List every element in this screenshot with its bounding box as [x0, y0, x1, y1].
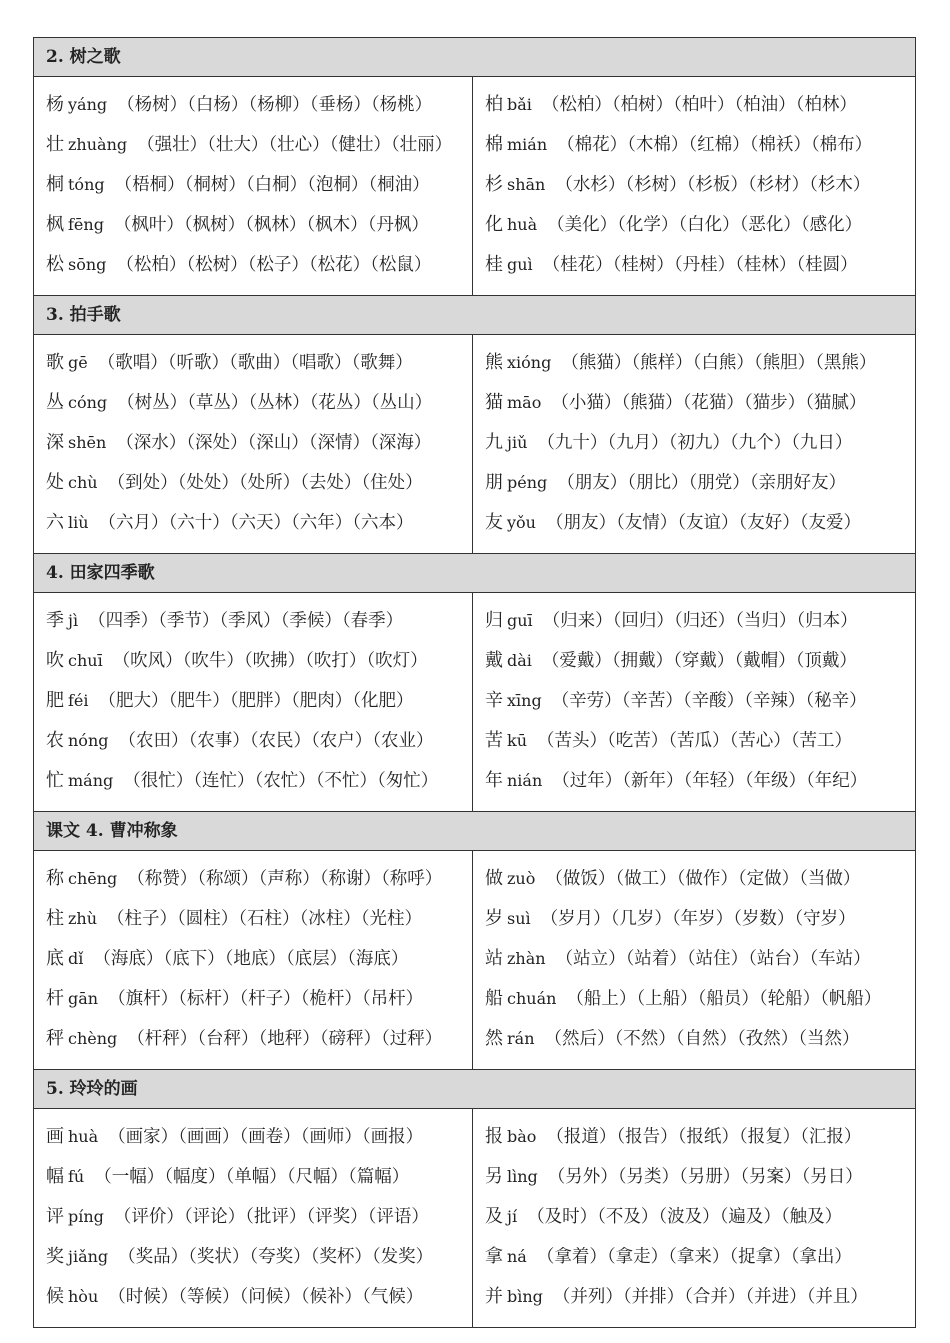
lesson-title: 4. 田家四季歌	[34, 554, 915, 593]
pinyin: liù	[68, 513, 89, 532]
vocab-row	[485, 383, 915, 423]
lesson-section	[34, 38, 915, 296]
lesson-body	[34, 335, 915, 553]
character: 杆	[46, 988, 64, 1009]
pinyin: yǒu	[507, 513, 536, 532]
character: 壮	[46, 134, 64, 155]
pinyin: chèng	[68, 1029, 118, 1048]
lesson-section	[34, 812, 915, 1070]
character: 另	[485, 1166, 503, 1187]
pinyin: zuò	[507, 869, 536, 888]
pinyin: dài	[507, 651, 532, 670]
character: 年	[485, 770, 503, 791]
vocab-row	[46, 899, 472, 939]
vocab-row	[46, 641, 472, 681]
vocab-row	[485, 859, 915, 899]
vocab-row	[485, 1019, 915, 1059]
character: 农	[46, 730, 64, 751]
character: 候	[46, 1286, 64, 1307]
word-list: （海底）（底下）（地底）（底层）（海底）	[93, 949, 409, 969]
vocab-row	[485, 245, 915, 285]
vocab-row	[485, 681, 915, 721]
pinyin: xīng	[507, 691, 542, 710]
character: 柱	[46, 908, 64, 929]
word-list: （爱戴）（拥戴）（穿戴）（戴帽）（顶戴）	[541, 651, 857, 671]
pinyin: máng	[68, 771, 114, 790]
vocab-row	[485, 641, 915, 681]
character: 及	[485, 1206, 503, 1227]
word-list: （奖品）（奖状）（夸奖）（奖杯）（发奖）	[118, 1247, 434, 1267]
vocab-row	[485, 899, 915, 939]
pinyin: gān	[68, 989, 99, 1008]
pinyin: lìng	[507, 1167, 538, 1186]
pinyin: shēn	[68, 433, 107, 452]
vocab-row	[46, 463, 472, 503]
vocab-row	[46, 1019, 472, 1059]
word-list: （梧桐）（桐树）（白桐）（泡桐）（桐油）	[114, 175, 430, 195]
character: 柏	[485, 94, 503, 115]
character: 枫	[46, 214, 64, 235]
character: 丛	[46, 392, 64, 413]
pinyin: bǎi	[507, 95, 532, 114]
pinyin: mián	[507, 135, 548, 154]
pinyin: féi	[68, 691, 89, 710]
lesson-section	[34, 554, 915, 812]
word-list: （松柏）（松树）（松子）（松花）（松鼠）	[116, 255, 432, 275]
pinyin: xióng	[507, 353, 552, 372]
word-list: （很忙）（连忙）（农忙）（不忙）（匆忙）	[123, 771, 439, 791]
word-list: （朋友）（朋比）（朋党）（亲朋好友）	[557, 473, 847, 493]
character: 肥	[46, 690, 64, 711]
vocab-row	[46, 1157, 472, 1197]
pinyin: zhuàng	[68, 135, 128, 154]
vocabulary-table	[33, 37, 916, 1328]
lesson-section	[34, 296, 915, 554]
vocab-row	[46, 343, 472, 383]
vocab-row	[46, 205, 472, 245]
pinyin: cóng	[68, 393, 108, 412]
word-list: （杆秤）（台秤）（地秤）（磅秤）（过秤）	[127, 1029, 443, 1049]
character: 然	[485, 1028, 503, 1049]
word-list: （称赞）（称颂）（声称）（称谢）（称呼）	[127, 869, 443, 889]
word-list: （熊猫）（熊样）（白熊）（熊胆）（黑熊）	[561, 353, 877, 373]
pinyin: bào	[507, 1127, 537, 1146]
vocab-row	[46, 245, 472, 285]
character: 吹	[46, 650, 64, 671]
word-list: （船上）（上船）（船员）（轮船）（帆船）	[566, 989, 882, 1009]
character: 化	[485, 214, 503, 235]
pinyin: suì	[507, 909, 531, 928]
vocab-row	[485, 1197, 915, 1237]
vocab-row	[46, 601, 472, 641]
character: 友	[485, 512, 503, 533]
word-list: （画家）（画画）（画卷）（画师）（画报）	[108, 1127, 424, 1147]
character: 并	[485, 1286, 503, 1307]
vocab-row	[46, 1117, 472, 1157]
character: 底	[46, 948, 64, 969]
word-list: （歌唱）（听歌）（歌曲）（唱歌）（歌舞）	[97, 353, 413, 373]
character: 奖	[46, 1246, 64, 1267]
character: 朋	[485, 472, 503, 493]
pinyin: rán	[507, 1029, 535, 1048]
word-list: （肥大）（肥牛）（肥胖）（肥肉）（化肥）	[98, 691, 414, 711]
word-list: （辛劳）（辛苦）（辛酸）（辛辣）（秘辛）	[551, 691, 867, 711]
pinyin: zhàn	[507, 949, 546, 968]
vocab-row	[46, 761, 472, 801]
vocab-row	[485, 85, 915, 125]
vocab-row	[46, 721, 472, 761]
pinyin: ná	[507, 1247, 527, 1266]
pinyin: gē	[68, 353, 88, 372]
pinyin: fú	[68, 1167, 85, 1186]
vocab-row	[485, 1157, 915, 1197]
pinyin: shān	[507, 175, 546, 194]
pinyin: tóng	[68, 175, 105, 194]
pinyin: zhù	[68, 909, 98, 928]
word-list: （并列）（并排）（合并）（并进）（并且）	[552, 1287, 868, 1307]
character: 拿	[485, 1246, 503, 1267]
word-list: （农田）（农事）（农民）（农户）（农业）	[118, 731, 434, 751]
left-column	[34, 1109, 473, 1327]
pinyin: bìng	[507, 1287, 543, 1306]
vocab-row	[485, 125, 915, 165]
word-list: （岁月）（几岁）（年岁）（岁数）（守岁）	[540, 909, 856, 929]
lesson-body	[34, 851, 915, 1069]
pinyin: sōng	[68, 255, 107, 274]
character: 处	[46, 472, 64, 493]
word-list: （做饭）（做工）（做作）（定做）（当做）	[545, 869, 861, 889]
right-column	[473, 593, 915, 811]
vocab-row	[46, 85, 472, 125]
character: 岁	[485, 908, 503, 929]
vocab-row	[485, 463, 915, 503]
word-list: （水杉）（杉树）（杉板）（杉材）（杉木）	[555, 175, 871, 195]
word-list: （树丛）（草丛）（丛林）（花丛）（丛山）	[117, 393, 433, 413]
word-list: （归来）（回归）（归还）（当归）（归本）	[542, 611, 858, 631]
character: 桂	[485, 254, 503, 275]
vocab-row	[485, 939, 915, 979]
pinyin: jiǎng	[68, 1247, 109, 1266]
word-list: （四季）（季节）（季风）（季候）（春季）	[88, 611, 404, 631]
left-column	[34, 335, 473, 553]
vocab-row	[46, 939, 472, 979]
character: 秤	[46, 1028, 64, 1049]
character: 忙	[46, 770, 64, 791]
word-list: （及时）（不及）（波及）（遍及）（触及）	[527, 1207, 843, 1227]
character: 九	[485, 432, 503, 453]
vocab-row	[485, 721, 915, 761]
vocab-row	[46, 503, 472, 543]
pinyin: chēng	[68, 869, 118, 888]
character: 归	[485, 610, 503, 631]
character: 画	[46, 1126, 64, 1147]
vocab-row	[46, 979, 472, 1019]
vocab-row	[485, 165, 915, 205]
word-list: （深水）（深处）（深山）（深情）（深海）	[116, 433, 432, 453]
lesson-body	[34, 1109, 915, 1327]
lesson-body	[34, 77, 915, 295]
vocab-row	[46, 1237, 472, 1277]
pinyin: guì	[507, 255, 533, 274]
word-list: （吹风）（吹牛）（吹拂）（吹打）（吹灯）	[112, 651, 428, 671]
character: 杨	[46, 94, 64, 115]
vocab-row	[46, 1197, 472, 1237]
pinyin: māo	[507, 393, 542, 412]
character: 船	[485, 988, 503, 1009]
word-list: （到处）（处处）（处所）（去处）（住处）	[107, 473, 423, 493]
word-list: （松柏）（柏树）（柏叶）（柏油）（柏林）	[541, 95, 857, 115]
lesson-title: 2. 树之歌	[34, 38, 915, 77]
vocab-row	[485, 205, 915, 245]
lesson-section	[34, 1070, 915, 1327]
pinyin: jì	[68, 611, 79, 630]
pinyin: huà	[68, 1127, 99, 1146]
word-list: （旗杆）（标杆）（杆子）（桅杆）（吊杆）	[108, 989, 424, 1009]
left-column	[34, 851, 473, 1069]
lesson-title: 3. 拍手歌	[34, 296, 915, 335]
word-list: （九十）（九月）（初九）（九个）（九日）	[537, 433, 853, 453]
vocab-row	[485, 343, 915, 383]
character: 苦	[485, 730, 503, 751]
right-column	[473, 77, 915, 295]
pinyin: huà	[507, 215, 538, 234]
pinyin: hòu	[68, 1287, 99, 1306]
pinyin: nóng	[68, 731, 109, 750]
word-list: （另外）（另类）（另册）（另案）（另日）	[547, 1167, 863, 1187]
character: 熊	[485, 352, 503, 373]
vocab-row	[485, 503, 915, 543]
pinyin: chuī	[68, 651, 103, 670]
pinyin: píng	[68, 1207, 104, 1226]
character: 做	[485, 868, 503, 889]
word-list: （站立）（站着）（站住）（站台）（车站）	[555, 949, 871, 969]
word-list: （棉花）（木棉）（红棉）（棉袄）（棉布）	[557, 135, 873, 155]
pinyin: kū	[507, 731, 527, 750]
word-list: （朋友）（友情）（友谊）（友好）（友爱）	[545, 513, 861, 533]
vocab-row	[485, 1117, 915, 1157]
word-list: （拿着）（拿走）（拿来）（捉拿）（拿出）	[536, 1247, 852, 1267]
lesson-title: 课文 4. 曹冲称象	[34, 812, 915, 851]
word-list: （杨树）（白杨）（杨柳）（垂杨）（杨桃）	[117, 95, 433, 115]
word-list: （一幅）（幅度）（单幅）（尺幅）（篇幅）	[94, 1167, 410, 1187]
character: 辛	[485, 690, 503, 711]
word-list: （报道）（报告）（报纸）（报复）（汇报）	[546, 1127, 862, 1147]
word-list: （小猫）（熊猫）（花猫）（猫步）（猫腻）	[551, 393, 867, 413]
word-list: （然后）（不然）（自然）（孜然）（当然）	[544, 1029, 860, 1049]
vocab-row	[46, 423, 472, 463]
pinyin: nián	[507, 771, 543, 790]
word-list: （过年）（新年）（年轻）（年级）（年纪）	[552, 771, 868, 791]
vocab-row	[485, 1237, 915, 1277]
vocab-row	[46, 165, 472, 205]
vocab-row	[485, 423, 915, 463]
pinyin: fēng	[68, 215, 104, 234]
lesson-title: 5. 玲玲的画	[34, 1070, 915, 1109]
pinyin: péng	[507, 473, 548, 492]
left-column	[34, 77, 473, 295]
character: 戴	[485, 650, 503, 671]
pinyin: chù	[68, 473, 98, 492]
pinyin: jí	[507, 1207, 518, 1226]
pinyin: dǐ	[68, 949, 84, 968]
character: 桐	[46, 174, 64, 195]
character: 评	[46, 1206, 64, 1227]
word-list: （柱子）（圆柱）（石柱）（冰柱）（光柱）	[107, 909, 423, 929]
word-list: （六月）（六十）（六天）（六年）（六本）	[98, 513, 414, 533]
vocab-row	[485, 761, 915, 801]
right-column	[473, 335, 915, 553]
pinyin: jiǔ	[507, 433, 528, 452]
vocab-row	[485, 601, 915, 641]
right-column	[473, 851, 915, 1069]
character: 站	[485, 948, 503, 969]
character: 棉	[485, 134, 503, 155]
left-column	[34, 593, 473, 811]
word-list: （强壮）（壮大）（壮心）（健壮）（壮丽）	[137, 135, 453, 155]
character: 杉	[485, 174, 503, 195]
vocab-row	[46, 125, 472, 165]
character: 深	[46, 432, 64, 453]
lesson-body	[34, 593, 915, 811]
vocab-row	[46, 859, 472, 899]
right-column	[473, 1109, 915, 1327]
word-list: （时候）（等候）（问候）（候补）（气候）	[108, 1287, 424, 1307]
word-list: （枫叶）（枫树）（枫林）（枫木）（丹枫）	[113, 215, 429, 235]
character: 松	[46, 254, 64, 275]
pinyin: chuán	[507, 989, 557, 1008]
word-list: （评价）（评论）（批评）（评奖）（评语）	[113, 1207, 429, 1227]
vocab-row	[46, 1277, 472, 1317]
character: 六	[46, 512, 64, 533]
word-list: （桂花）（桂树）（丹桂）（桂林）（桂圆）	[542, 255, 858, 275]
vocab-row	[46, 383, 472, 423]
vocab-row	[485, 979, 915, 1019]
vocab-row	[46, 681, 472, 721]
character: 幅	[46, 1166, 64, 1187]
pinyin: guī	[507, 611, 533, 630]
word-list: （苦头）（吃苦）（苦瓜）（苦心）（苦工）	[537, 731, 852, 751]
character: 歌	[46, 352, 64, 373]
vocab-row	[485, 1277, 915, 1317]
character: 报	[485, 1126, 503, 1147]
character: 猫	[485, 392, 503, 413]
pinyin: yáng	[68, 95, 108, 114]
character: 称	[46, 868, 64, 889]
character: 季	[46, 610, 64, 631]
word-list: （美化）（化学）（白化）（恶化）（感化）	[547, 215, 863, 235]
